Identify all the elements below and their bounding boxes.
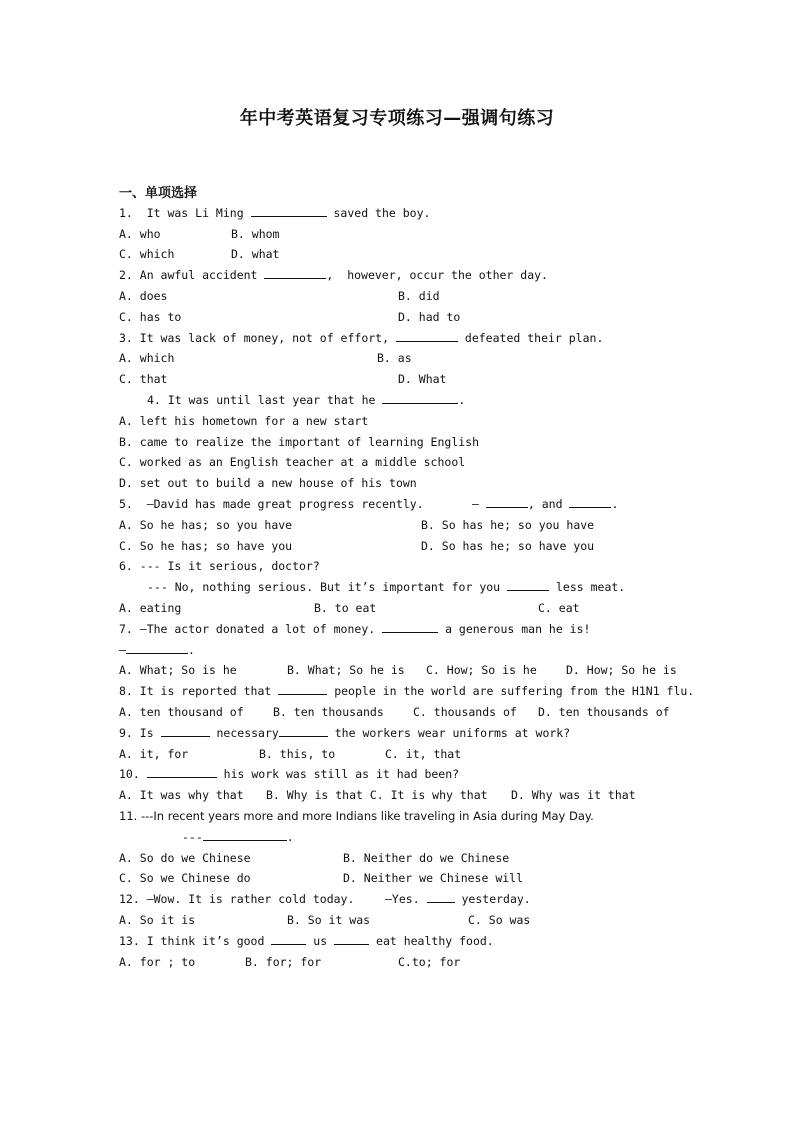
question-5: [119, 496, 424, 512]
question-4: [147, 392, 465, 408]
answer-blank: [427, 891, 455, 903]
question-11: 11. ---In recent years more and more Indians like traveling in Asia during May Day.: [119, 809, 594, 823]
option: B. So has he; so you have: [421, 518, 595, 532]
option: B. Neither do we Chinese: [343, 851, 510, 865]
page-title: 年中考英语复习专项练习—强调句练习: [239, 108, 555, 129]
question-7: [119, 621, 590, 637]
option: D. what: [231, 247, 280, 261]
option: B. So it was: [287, 913, 371, 927]
option: B. ten thousands: [273, 705, 384, 719]
question-2: [119, 267, 548, 283]
option: A. eating: [119, 601, 182, 615]
text-fragment: people in the world are suffering from the H1N1 flu.: [334, 684, 695, 698]
option: D. How; So he is: [566, 663, 677, 677]
text-fragment: a generous man he is!: [445, 622, 591, 636]
answer-blank: [382, 621, 438, 633]
text-fragment: eat healthy food.: [376, 934, 494, 948]
option: D. had to: [398, 310, 461, 324]
text-fragment: 9. Is: [119, 726, 154, 740]
text-fragment: the workers wear uniforms at work?: [334, 726, 571, 740]
option: D. set out to build a new house of his town: [119, 476, 417, 490]
option: C. So we Chinese do: [119, 871, 251, 885]
text-fragment: --- No, nothing serious. But it’s important for you: [147, 580, 501, 594]
question-12-response: [385, 891, 531, 907]
option: B. as: [377, 351, 412, 365]
option: D. Neither we Chinese will: [343, 871, 524, 885]
text-fragment: 10.: [119, 767, 140, 781]
text-fragment: , however, occur the other day.: [326, 268, 548, 282]
answer-blank: [278, 683, 327, 695]
option: B. this, to: [259, 747, 336, 761]
text-fragment: .: [187, 643, 195, 657]
answer-blank: [486, 496, 528, 508]
question-7-response: [119, 642, 195, 658]
option: A. It was why that: [119, 788, 244, 802]
question-13: [119, 933, 494, 949]
text-fragment: saved the boy.: [333, 206, 431, 220]
option: D. Why was it that: [511, 788, 636, 802]
option: B. did: [398, 289, 440, 303]
answer-blank: [271, 933, 306, 945]
text-fragment: .: [458, 393, 466, 407]
text-fragment: —: [119, 643, 126, 657]
option: A. So it is: [119, 913, 196, 927]
answer-blank: [203, 829, 287, 841]
text-fragment: us: [313, 934, 328, 948]
option: A. ten thousand of: [119, 705, 244, 719]
question-6: 6. --- Is it serious, doctor?: [119, 559, 320, 573]
text-fragment: 7. —The actor donated a lot of money.: [119, 622, 376, 636]
option: C. it, that: [385, 747, 462, 761]
option: A. it, for: [119, 747, 189, 761]
option: C. that: [119, 372, 168, 386]
option: A. So he has; so you have: [119, 518, 293, 532]
option: C. eat: [538, 601, 580, 615]
option: C.to; for: [398, 955, 461, 969]
question-6-response: [147, 579, 625, 595]
option: C. thousands of: [413, 705, 517, 719]
text-fragment: 13. I think it’s good: [119, 934, 265, 948]
text-fragment: 12. —Wow. It is rather cold today.: [119, 892, 355, 906]
option: B. to eat: [314, 601, 377, 615]
option: A. for ; to: [119, 955, 196, 969]
option: B. whom: [231, 227, 280, 241]
question-10: [119, 766, 459, 782]
question-5-response: [472, 496, 618, 512]
question-8: [119, 683, 694, 699]
text-fragment: 3. It was lack of money, not of effort,: [119, 331, 390, 345]
question-1: [119, 205, 430, 221]
option: C. How; So is he: [426, 663, 537, 677]
text-fragment: 2. An awful accident: [119, 268, 258, 282]
option: A. does: [119, 289, 168, 303]
answer-blank: [161, 725, 210, 737]
option: B. Why is that C. It is why that: [266, 788, 488, 802]
option: C. which: [119, 247, 175, 261]
option: D. What: [398, 372, 447, 386]
answer-blank: [382, 392, 458, 404]
text-fragment: 5. –David has made great progress recently.: [119, 497, 424, 511]
text-fragment: yesterday.: [461, 892, 531, 906]
answer-blank: [126, 642, 188, 654]
answer-blank: [251, 205, 327, 217]
option: A. left his hometown for a new start: [119, 414, 369, 428]
option: C. So was: [468, 913, 531, 927]
option: A. which: [119, 351, 175, 365]
answer-blank: [279, 725, 328, 737]
option: D. ten thousands of: [538, 705, 670, 719]
answer-blank: [264, 267, 326, 279]
option: B. for; for: [245, 955, 322, 969]
option: C. has to: [119, 310, 182, 324]
answer-blank: [507, 579, 549, 591]
option: C. worked as an English teacher at a middle school: [119, 455, 466, 469]
text-fragment: 4. It was until last year that he: [147, 393, 376, 407]
text-fragment: .: [611, 497, 619, 511]
option: D. So has he; so have you: [421, 539, 595, 553]
text-fragment: .: [286, 830, 294, 844]
question-9: [119, 725, 570, 741]
section-heading: 一、单项选择: [119, 186, 198, 201]
text-fragment: –: [472, 497, 479, 511]
text-fragment: less meat.: [555, 580, 626, 594]
question-11-response: [182, 829, 294, 845]
text-fragment: —Yes.: [385, 892, 420, 906]
option: A. who: [119, 227, 161, 241]
answer-blank: [569, 496, 611, 508]
text-fragment: ---: [182, 830, 203, 844]
text-fragment: his work was still as it had been?: [223, 767, 460, 781]
option: A. What; So is he: [119, 663, 237, 677]
option: B. came to realize the important of learning English: [119, 435, 480, 449]
text-fragment: , and: [527, 497, 563, 511]
text-fragment: 8. It is reported that: [119, 684, 272, 698]
answer-blank: [334, 933, 369, 945]
answer-blank: [396, 330, 458, 342]
answer-blank: [147, 766, 217, 778]
text-fragment: 1. It was Li Ming: [119, 206, 244, 220]
option: A. So do we Chinese: [119, 851, 251, 865]
text-fragment: necessary: [216, 726, 279, 740]
option: B. What; So he is: [287, 663, 405, 677]
option: C. So he has; so have you: [119, 539, 293, 553]
question-12: [119, 891, 354, 907]
text-fragment: defeated their plan.: [464, 331, 604, 345]
question-3: [119, 330, 603, 346]
